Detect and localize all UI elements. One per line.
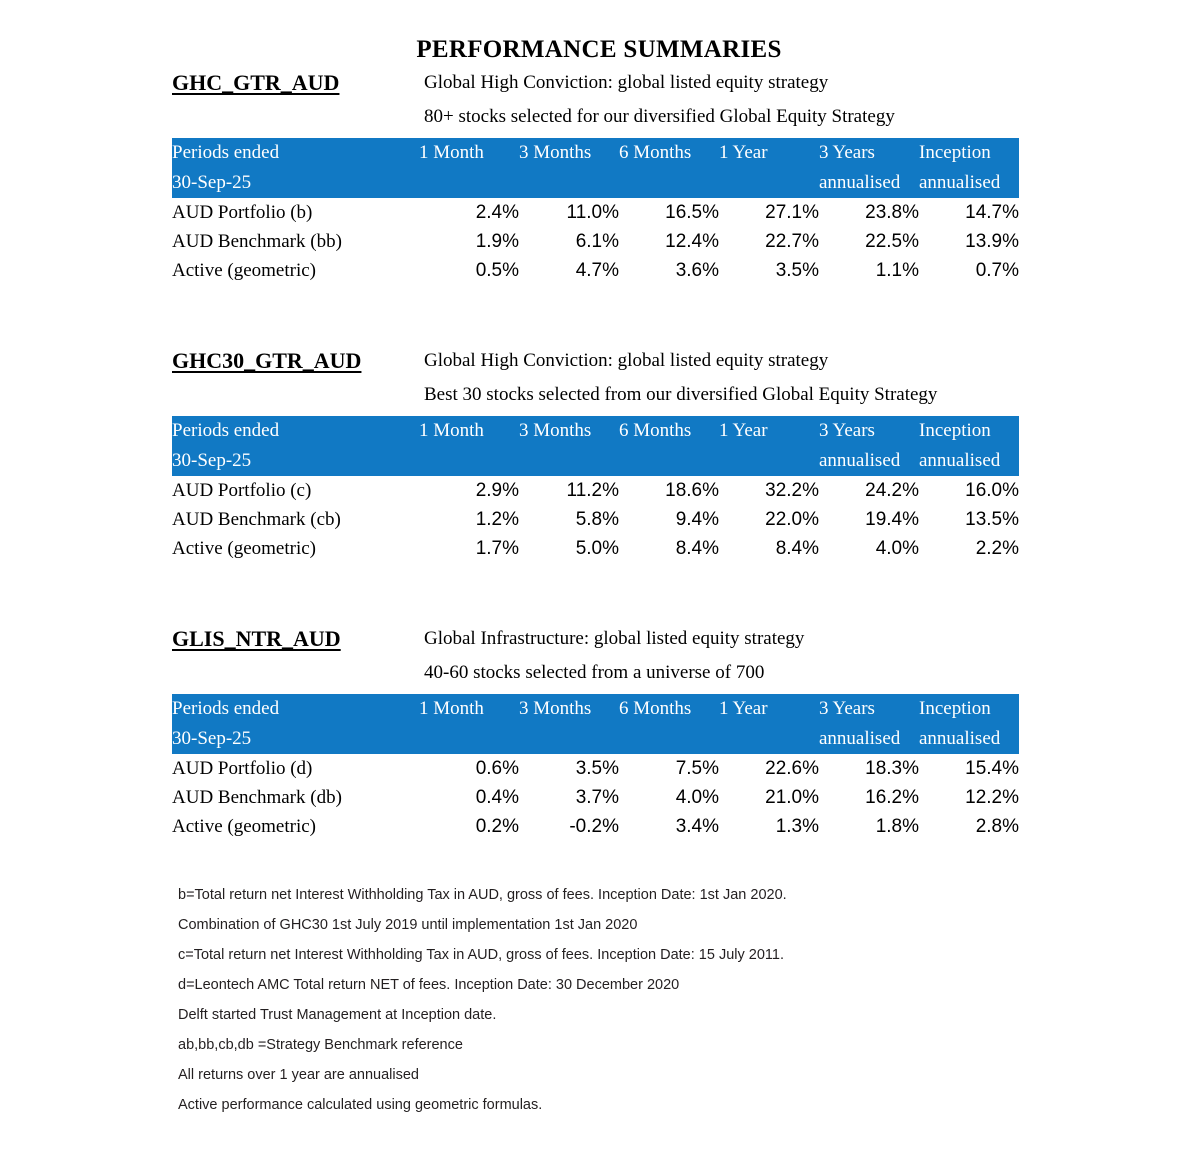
col-header-1-year: 1 Year — [719, 138, 819, 168]
col-header-inception: Inception — [919, 694, 1019, 724]
col-header-3-months: 3 Months — [519, 138, 619, 168]
table-header-row-bottom — [172, 724, 1019, 754]
col-header-3-years: 3 Years — [819, 138, 919, 168]
cell-inception: 15.4% — [965, 758, 1019, 779]
cell-inception: 12.2% — [965, 787, 1019, 808]
page-title-text: PERFORMANCE SUMMARIES — [416, 36, 782, 63]
cell-3-months: 5.0% — [575, 538, 619, 559]
col-header-1-month: 1 Month — [419, 138, 519, 168]
cell-inception: 2.8% — [975, 816, 1019, 837]
cell-1-month: 0.5% — [475, 260, 519, 281]
col-subheader-1-month — [419, 724, 519, 754]
footnotes — [178, 880, 1078, 1120]
cell-3-years: 1.8% — [875, 816, 919, 837]
col-subheader-1-month — [419, 168, 519, 198]
cell-1-month: 1.7% — [475, 538, 519, 559]
row-label: Active (geometric) — [172, 816, 317, 837]
cell-6-months: 3.6% — [675, 260, 719, 281]
cell-1-month: 1.9% — [475, 231, 519, 252]
footnote-item: c=Total return net Interest Withholding Tax in AUD, gross of fees. Inception Date: 15 July 2011. — [178, 947, 784, 963]
table-row — [172, 505, 1019, 534]
cell-6-months: 16.5% — [665, 202, 719, 223]
table-body — [172, 476, 1019, 563]
cell-6-months: 12.4% — [665, 231, 719, 252]
footnote-item: Active performance calculated using geometric formulas. — [178, 1097, 543, 1113]
cell-3-months: 4.7% — [575, 260, 619, 281]
cell-6-months: 4.0% — [675, 787, 719, 808]
cell-3-years: 24.2% — [865, 480, 919, 501]
col-header-inception: Inception — [919, 416, 1019, 446]
col-subheader-3-years: annualised — [819, 446, 919, 476]
row-label: AUD Portfolio (d) — [172, 758, 313, 779]
performance-table — [172, 694, 1019, 841]
row-label: AUD Benchmark (bb) — [172, 231, 342, 252]
footnote-item: All returns over 1 year are annualised — [178, 1067, 419, 1083]
cell-3-months: 11.0% — [566, 202, 619, 223]
footnote-item: Delft started Trust Management at Inception date. — [178, 1007, 497, 1023]
table-row — [172, 534, 1019, 563]
table-header — [172, 416, 1019, 476]
col-header-1-month: 1 Month — [419, 416, 519, 446]
col-subheader-1-year — [719, 168, 819, 198]
cell-1-month: 0.6% — [475, 758, 519, 779]
cell-1-year: 22.7% — [765, 231, 819, 252]
table-row — [172, 812, 1019, 841]
section-subtitle: 40-60 stocks selected from a universe of 700 — [424, 662, 765, 683]
cell-3-years: 4.0% — [875, 538, 919, 559]
cell-3-months: 3.5% — [575, 758, 619, 779]
cell-1-month: 2.4% — [475, 202, 519, 223]
table-header-row-top — [172, 416, 1019, 446]
col-header-period-end-date: 30-Sep-25 — [172, 446, 419, 476]
col-subheader-3-months — [519, 446, 619, 476]
row-label: Active (geometric) — [172, 260, 317, 281]
performance-table — [172, 416, 1019, 563]
cell-3-years: 16.2% — [865, 787, 919, 808]
table-header-row-bottom — [172, 446, 1019, 476]
cell-inception: 0.7% — [975, 260, 1019, 281]
cell-3-months: 6.1% — [575, 231, 619, 252]
cell-1-year: 32.2% — [765, 480, 819, 501]
row-label: AUD Portfolio (c) — [172, 480, 312, 501]
table-body — [172, 198, 1019, 285]
col-header-periods-ended: Periods ended — [172, 138, 419, 168]
col-subheader-inception: annualised — [919, 446, 1019, 476]
cell-inception: 16.0% — [965, 480, 1019, 501]
col-header-1-year: 1 Year — [719, 416, 819, 446]
cell-inception: 13.9% — [965, 231, 1019, 252]
cell-6-months: 7.5% — [675, 758, 719, 779]
table-header — [172, 694, 1019, 754]
performance-table — [172, 138, 1019, 285]
section-description: Global Infrastructure: global listed equity strategy — [424, 628, 805, 649]
col-header-3-months: 3 Months — [519, 416, 619, 446]
cell-3-months: 3.7% — [575, 787, 619, 808]
col-subheader-inception: annualised — [919, 168, 1019, 198]
cell-3-years: 23.8% — [865, 202, 919, 223]
section-heading-row — [172, 70, 1019, 127]
cell-3-years: 19.4% — [865, 509, 919, 530]
table-row — [172, 783, 1019, 812]
col-subheader-1-year — [719, 724, 819, 754]
section-heading-row — [172, 348, 1019, 405]
cell-inception: 2.2% — [975, 538, 1019, 559]
section-code: GHC30_GTR_AUD — [172, 348, 362, 373]
col-subheader-1-month — [419, 446, 519, 476]
table-row — [172, 256, 1019, 285]
col-subheader-6-months — [619, 168, 719, 198]
col-subheader-3-months — [519, 724, 619, 754]
cell-1-year: 3.5% — [775, 260, 819, 281]
section-ghc30-gtr-aud — [172, 348, 1019, 563]
cell-1-year: 27.1% — [765, 202, 819, 223]
cell-1-year: 1.3% — [775, 816, 819, 837]
col-header-period-end-date: 30-Sep-25 — [172, 168, 419, 198]
cell-3-months: 5.8% — [575, 509, 619, 530]
cell-1-month: 0.4% — [475, 787, 519, 808]
cell-6-months: 3.4% — [675, 816, 719, 837]
col-subheader-3-years: annualised — [819, 168, 919, 198]
col-subheader-6-months — [619, 724, 719, 754]
footnote-item: Combination of GHC30 1st July 2019 until implementation 1st Jan 2020 — [178, 917, 638, 933]
col-header-3-months: 3 Months — [519, 694, 619, 724]
section-heading-row — [172, 626, 1019, 683]
row-label: Active (geometric) — [172, 538, 317, 559]
cell-1-year: 22.6% — [765, 758, 819, 779]
col-header-periods-ended: Periods ended — [172, 694, 419, 724]
footnote-item: b=Total return net Interest Withholding Tax in AUD, gross of fees. Inception Date: 1st Jan 2020. — [178, 887, 787, 903]
col-subheader-3-years: annualised — [819, 724, 919, 754]
cell-3-months: -0.2% — [569, 816, 619, 837]
cell-1-year: 8.4% — [775, 538, 819, 559]
footnote-item: ab,bb,cb,db =Strategy Benchmark reference — [178, 1037, 463, 1053]
table-header-row-top — [172, 694, 1019, 724]
section-description: Global High Conviction: global listed equity strategy — [424, 350, 829, 371]
table-row — [172, 476, 1019, 505]
row-label: AUD Portfolio (b) — [172, 202, 313, 223]
row-label: AUD Benchmark (db) — [172, 787, 342, 808]
section-ghc-gtr-aud — [172, 70, 1019, 285]
col-header-6-months: 6 Months — [619, 416, 719, 446]
col-subheader-inception: annualised — [919, 724, 1019, 754]
page-title — [0, 36, 1200, 64]
section-description: Global High Conviction: global listed equity strategy — [424, 72, 829, 93]
cell-6-months: 8.4% — [675, 538, 719, 559]
cell-1-month: 2.9% — [475, 480, 519, 501]
col-header-periods-ended: Periods ended — [172, 416, 419, 446]
row-label: AUD Benchmark (cb) — [172, 509, 341, 530]
col-header-1-month: 1 Month — [419, 694, 519, 724]
cell-3-years: 18.3% — [865, 758, 919, 779]
table-row — [172, 754, 1019, 783]
col-header-6-months: 6 Months — [619, 694, 719, 724]
section-code: GLIS_NTR_AUD — [172, 626, 341, 651]
cell-1-month: 1.2% — [475, 509, 519, 530]
cell-inception: 13.5% — [965, 509, 1019, 530]
col-header-inception: Inception — [919, 138, 1019, 168]
cell-3-years: 1.1% — [875, 260, 919, 281]
section-glis-ntr-aud — [172, 626, 1019, 841]
cell-6-months: 9.4% — [675, 509, 719, 530]
col-header-3-years: 3 Years — [819, 416, 919, 446]
cell-inception: 14.7% — [965, 202, 1019, 223]
cell-1-year: 21.0% — [765, 787, 819, 808]
col-header-1-year: 1 Year — [719, 694, 819, 724]
table-header — [172, 138, 1019, 198]
cell-1-year: 22.0% — [765, 509, 819, 530]
col-header-period-end-date: 30-Sep-25 — [172, 724, 419, 754]
table-row — [172, 198, 1019, 227]
col-subheader-6-months — [619, 446, 719, 476]
section-subtitle: 80+ stocks selected for our diversified Global Equity Strategy — [424, 106, 895, 127]
table-body — [172, 754, 1019, 841]
cell-3-years: 22.5% — [865, 231, 919, 252]
section-code: GHC_GTR_AUD — [172, 70, 340, 95]
section-subtitle: Best 30 stocks selected from our diversified Global Equity Strategy — [424, 384, 938, 405]
cell-3-months: 11.2% — [566, 480, 619, 501]
footnote-item: d=Leontech AMC Total return NET of fees. Inception Date: 30 December 2020 — [178, 977, 680, 993]
table-header-row-bottom — [172, 168, 1019, 198]
cell-6-months: 18.6% — [665, 480, 719, 501]
col-header-6-months: 6 Months — [619, 138, 719, 168]
table-header-row-top — [172, 138, 1019, 168]
col-subheader-3-months — [519, 168, 619, 198]
col-header-3-years: 3 Years — [819, 694, 919, 724]
col-subheader-1-year — [719, 446, 819, 476]
table-row — [172, 227, 1019, 256]
cell-1-month: 0.2% — [475, 816, 519, 837]
